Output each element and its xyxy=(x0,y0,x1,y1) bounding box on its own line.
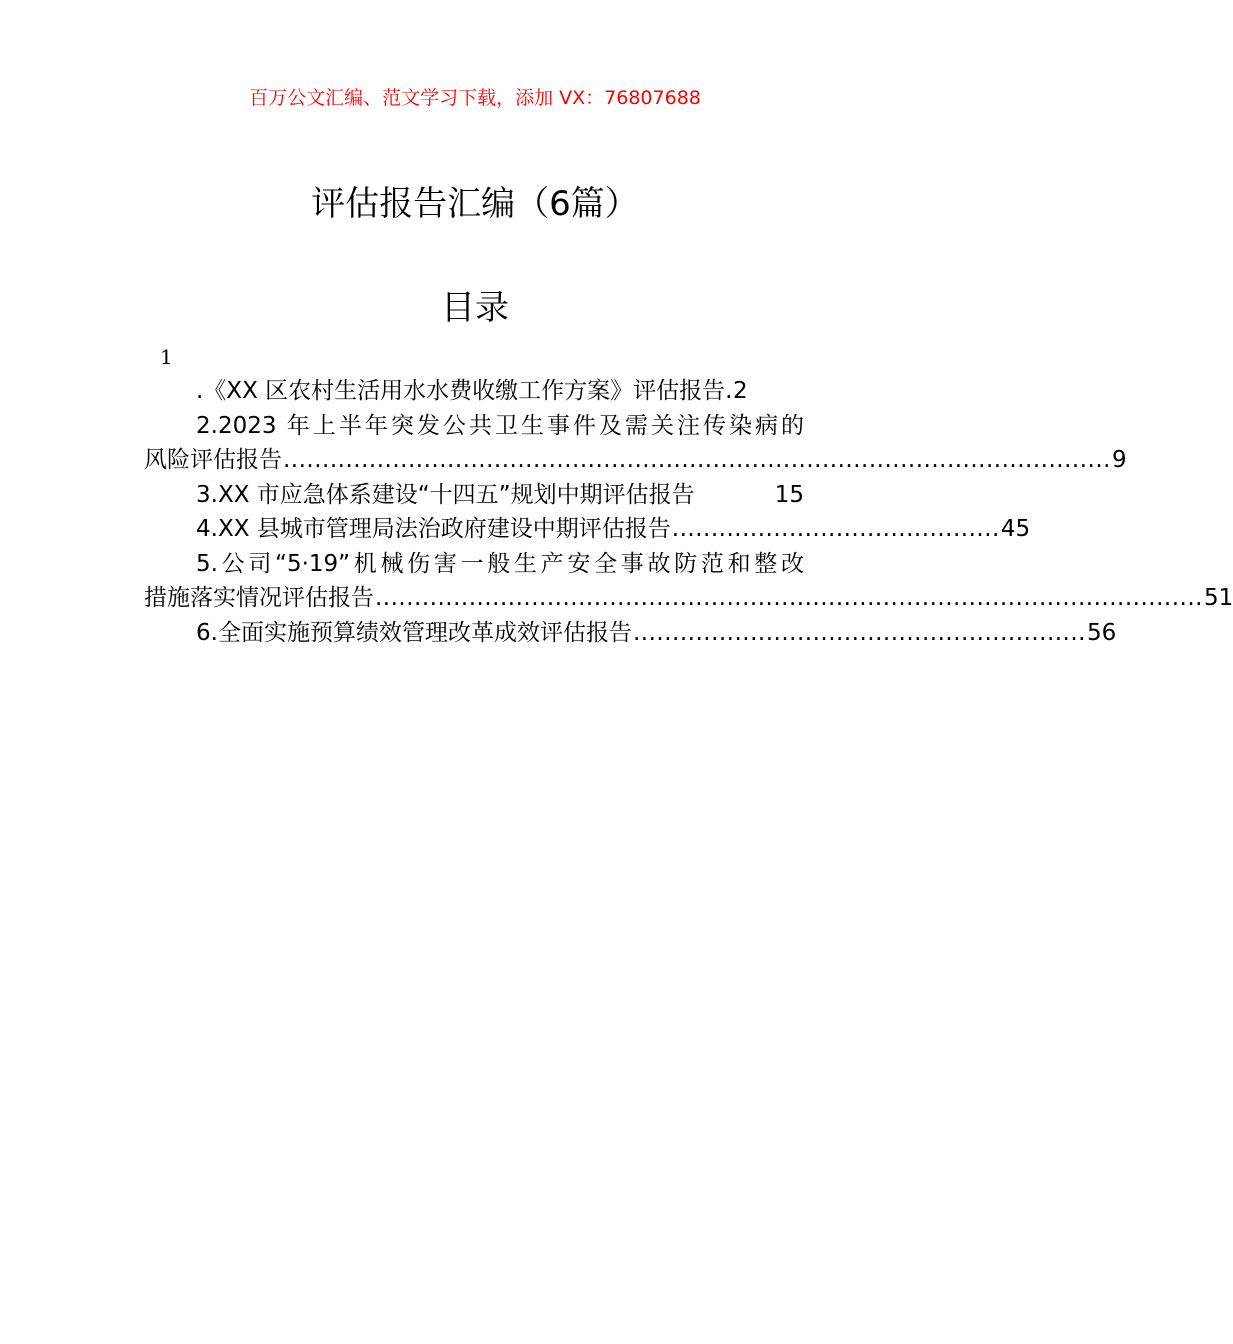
toc-entry-title-continued: 风险评估报告 xyxy=(144,447,282,473)
toc-page-number: 2 xyxy=(732,378,748,404)
toc-page-number: 56 xyxy=(1087,619,1117,646)
toc-entry-title-continued: 措施落实情况评估报告 xyxy=(144,585,374,611)
toc-entry-title: 4.XX 县城市管理局法治政府建设中期评估报告 xyxy=(196,516,671,542)
toc-leader: .......................................................................................................... xyxy=(283,447,1111,473)
toc-entry-1[interactable] xyxy=(144,374,804,409)
toc-leader: .......................................................................................................... xyxy=(375,585,1203,611)
document-title: 评估报告汇编（6篇） xyxy=(311,184,639,224)
toc-leader: . xyxy=(725,378,733,404)
toc-page-number: 45 xyxy=(1000,516,1031,542)
toc-page-number: 15 xyxy=(774,481,804,508)
toc-entry-title: 2.2023 年上半年突发公共卫生事件及需关注传染病的 xyxy=(196,412,804,439)
toc-leader: .......................................................... xyxy=(632,619,1086,646)
header-note: 百万公文汇编、范文学习下载，添加 VX：76807688 xyxy=(249,87,701,109)
toc-entry-title: 5.公司“5·19”机械伤害一般生产安全事故防范和整改 xyxy=(196,550,804,577)
toc-entry-title: .《XX 区农村生活用水水费收缴工作方案》评估报告 xyxy=(196,378,726,404)
toc-page-number: 51 xyxy=(1203,585,1233,611)
toc-entry-title: 3.XX 市应急体系建设“十四五”规划中期评估报告 xyxy=(196,481,695,508)
toc-heading: 目录 xyxy=(441,288,509,328)
toc-entry-3[interactable] xyxy=(144,478,804,513)
toc-page-number: 9 xyxy=(1111,447,1127,473)
toc-leader: .......................................... xyxy=(671,516,1000,542)
toc-entry-6[interactable] xyxy=(144,616,1117,651)
toc-entry-2[interactable] xyxy=(144,409,1127,478)
toc-entry-4[interactable] xyxy=(144,512,1031,547)
stray-number: 1 xyxy=(160,345,173,369)
toc-entry-5[interactable] xyxy=(144,547,1233,616)
toc-entry-title: 6.全面实施预算绩效管理改革成效评估报告 xyxy=(196,619,632,646)
table-of-contents xyxy=(144,374,1233,650)
